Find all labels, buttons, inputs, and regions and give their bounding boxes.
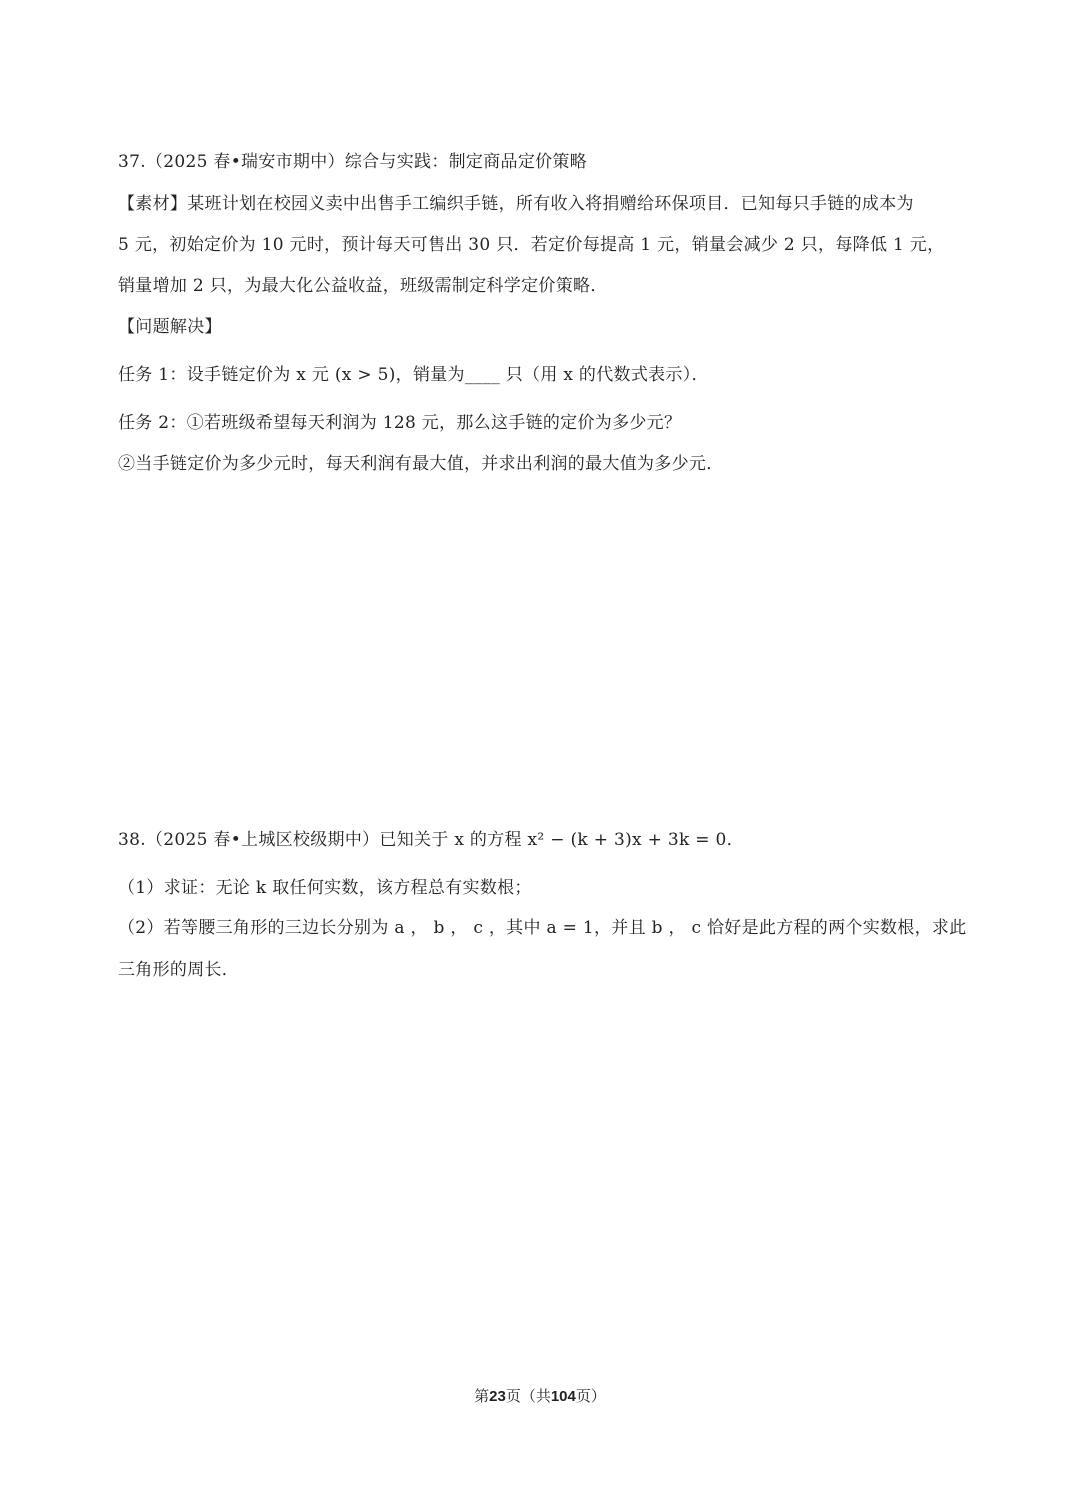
footer-prefix: 第 xyxy=(474,1387,490,1405)
q37-material-line-3: 销量增加 2 只，为最大化公益收益，班级需制定科学定价策略． xyxy=(118,276,608,296)
q37-problem-heading: 【问题解决】 xyxy=(118,317,222,337)
footer-middle: 页（共 xyxy=(505,1387,551,1405)
q37-task-1: 任务 1：设手链定价为 x 元 (x > 5)，销量为____ 只（用 x 的代数式表示）． xyxy=(118,365,709,385)
q37-material-line-2: 5 元，初始定价为 10 元时，预计每天可售出 30 只．若定价每提高 1 元，销量会减少 2 只，每降低 1 元， xyxy=(118,235,945,255)
q38-part-2-line-2: 三角形的周长． xyxy=(118,960,240,980)
q37-header: 37.（2025 春•瑞安市期中）综合与实践：制定商品定价策略 xyxy=(118,152,588,172)
q37-task-2-part-2: ②当手链定价为多少元时，每天利润有最大值，并求出利润的最大值为多少元． xyxy=(118,454,724,474)
q37-material-line-1: 【素材】某班计划在校园义卖中出售手工编织手链，所有收入将捐赠给环保项目．已知每只手链的成本为 xyxy=(118,194,914,214)
q38-part-1: （1）求证：无论 k 取任何实数，该方程总有实数根； xyxy=(118,878,532,898)
footer-page-number: 23 xyxy=(489,1388,506,1405)
q37-task-2-part-1: 任务 2：①若班级希望每天利润为 128 元，那么这手链的定价为多少元？ xyxy=(118,413,682,433)
footer-suffix: 页） xyxy=(575,1387,606,1405)
footer-total-pages: 104 xyxy=(550,1388,576,1405)
q38-header: 38.（2025 春•上城区校级期中）已知关于 x 的方程 x² − (k + 3)x + 3k = 0． xyxy=(118,830,744,850)
q38-part-2-line-1: （2）若等腰三角形的三边长分别为 a ， b ， c ，其中 a = 1，并且 b ， c 恰好是此方程的两个实数根，求此 xyxy=(118,918,967,938)
page-footer xyxy=(0,1385,1080,1406)
